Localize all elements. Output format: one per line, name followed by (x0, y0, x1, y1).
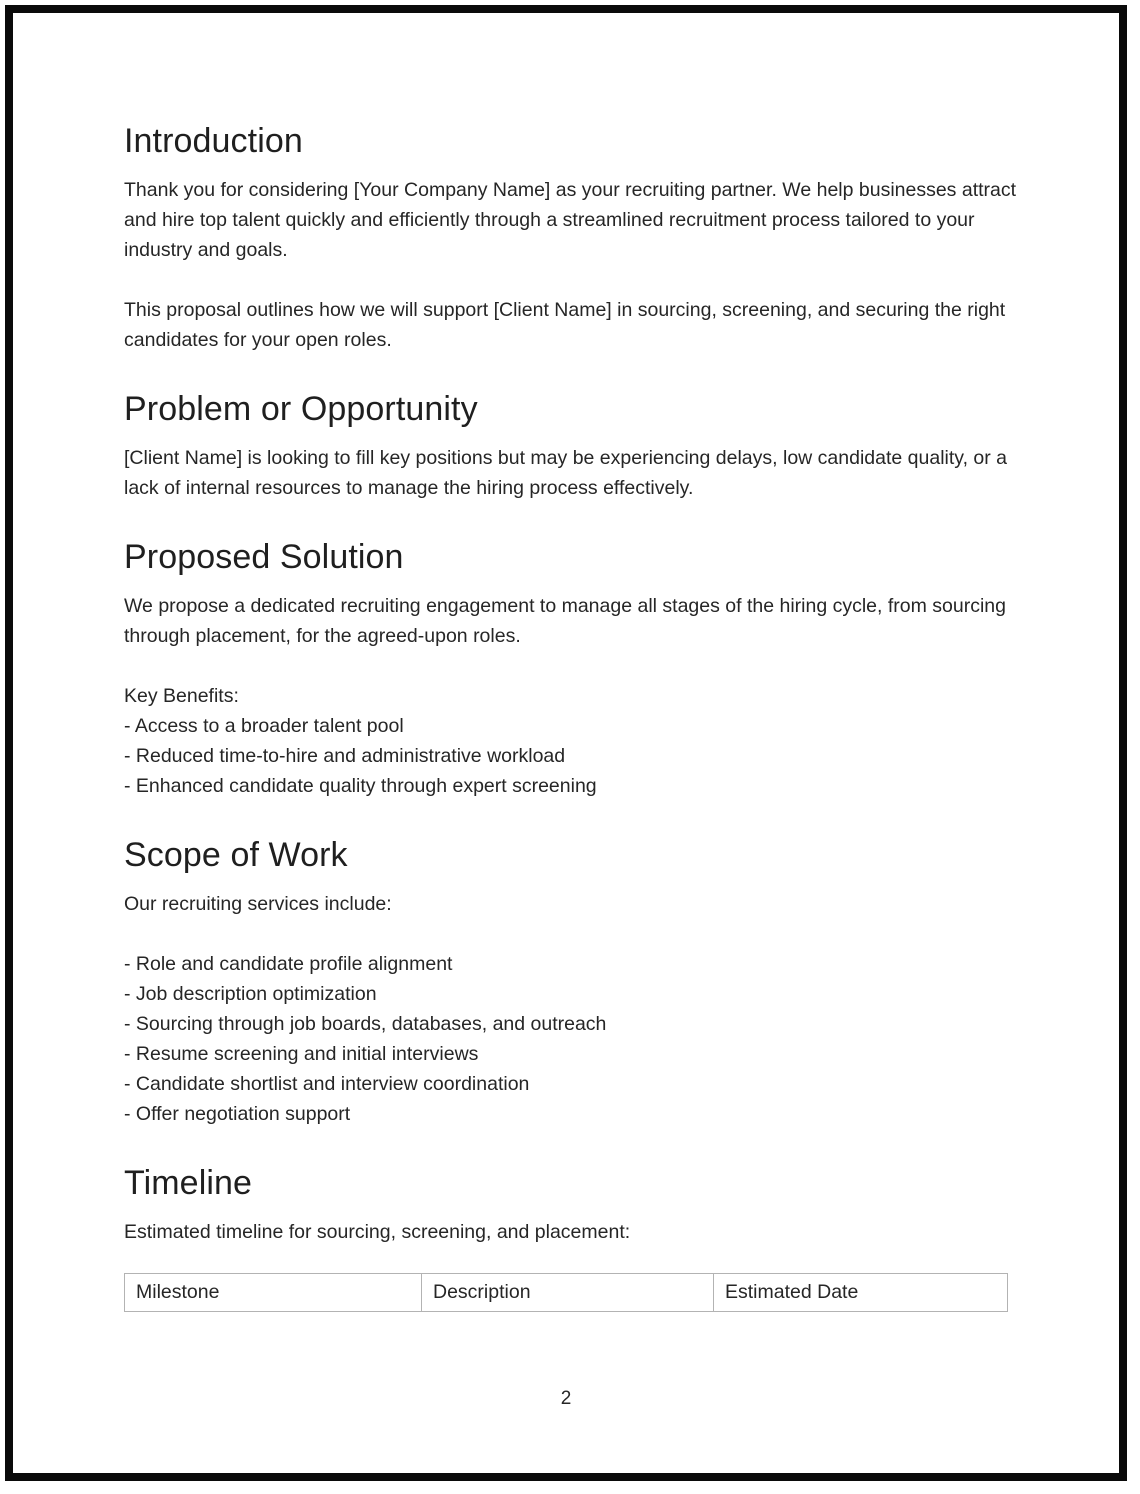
scope-of-work-item: - Job description optimization (124, 983, 377, 1005)
key-benefits-item: - Enhanced candidate quality through expert screening (124, 775, 597, 797)
section-timeline (124, 1163, 1036, 1312)
heading-introduction: Introduction (124, 122, 303, 160)
timeline-heading-block (124, 1163, 1036, 1203)
column-header-estimated-date: Estimated Date (714, 1274, 1008, 1312)
scope-of-work-heading-block (124, 835, 1036, 875)
scope-of-work-item: - Offer negotiation support (124, 1103, 351, 1125)
heading-problem-or-opportunity: Problem or Opportunity (124, 390, 478, 428)
paragraph-spacer (124, 265, 1036, 295)
page-number: 2 (560, 1388, 572, 1409)
heading-scope-of-work: Scope of Work (124, 836, 348, 874)
proposed-solution-paragraph-1: We propose a dedicated recruiting engagement to manage all stages of the hiring cycle, from sourcing through placement, for the agreed-upon roles. (124, 595, 1006, 647)
heading-timeline: Timeline (124, 1164, 253, 1202)
introduction-paragraph-2: This proposal outlines how we will support [Client Name] in sourcing, screening, and securing the right candidates for your open roles. (124, 299, 1006, 351)
proposed-solution-heading-block (124, 537, 1036, 577)
table-header-row (125, 1274, 1008, 1312)
key-benefits-item: - Reduced time-to-hire and administrative workload (124, 745, 566, 767)
page-border-frame (5, 5, 1127, 1481)
scope-of-work-intro-line: Our recruiting services include: (124, 893, 392, 915)
scope-of-work-list (124, 949, 1036, 1129)
scope-of-work-item: - Role and candidate profile alignment (124, 953, 453, 975)
document-body (124, 121, 1036, 1312)
timeline-intro-line: Estimated timeline for sourcing, screening, and placement: (124, 1221, 631, 1243)
timeline-table (124, 1273, 1008, 1312)
key-benefits-item: - Access to a broader talent pool (124, 715, 404, 737)
problem-heading-block (124, 389, 1036, 429)
section-proposed-solution (124, 537, 1036, 801)
scope-of-work-item: - Resume screening and initial interviews (124, 1043, 479, 1065)
introduction-heading-block (124, 121, 1036, 161)
introduction-paragraph-1: Thank you for considering [Your Company Name] as your recruiting partner. We help businesses attract and hire top talent quickly and efficiently through a streamlined recruitment process tailored to your industry and goals. (124, 179, 1017, 261)
scope-of-work-item: - Sourcing through job boards, databases, and outreach (124, 1013, 607, 1035)
key-benefits-label: Key Benefits: (124, 685, 239, 707)
section-scope-of-work (124, 835, 1036, 1129)
timeline-table-header (125, 1274, 1008, 1312)
key-benefits-list (124, 681, 1036, 801)
paragraph-spacer (124, 651, 1036, 681)
heading-proposed-solution: Proposed Solution (124, 538, 404, 576)
paragraph-spacer (124, 919, 1036, 949)
section-introduction (124, 121, 1036, 355)
column-header-description: Description (422, 1274, 714, 1312)
section-problem-or-opportunity (124, 389, 1036, 503)
column-header-milestone: Milestone (125, 1274, 422, 1312)
problem-paragraph-1: [Client Name] is looking to fill key positions but may be experiencing delays, low candidate quality, or a lack of internal resources to manage the hiring process effectively. (124, 447, 1008, 499)
scope-of-work-item: - Candidate shortlist and interview coordination (124, 1073, 530, 1095)
